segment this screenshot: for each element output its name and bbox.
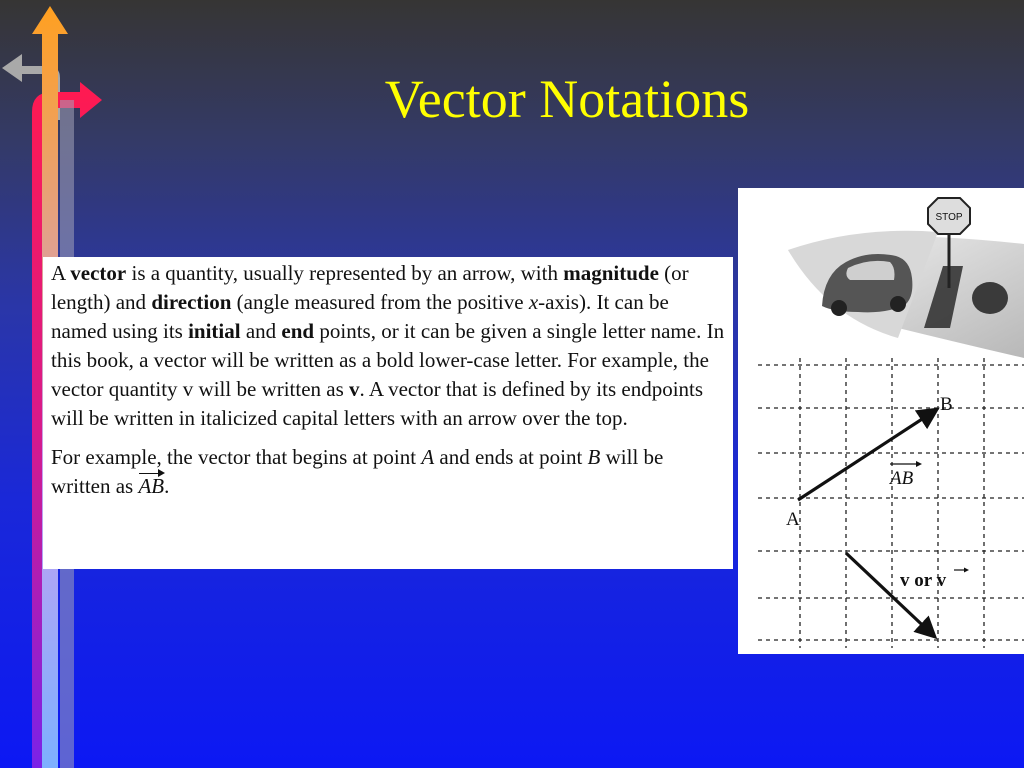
svg-text:v or v: v or v [900,570,947,591]
definition-paragraph: A vector is a quantity, usually represented by an arrow, with magnitude (or length) and direction (angle measured from the positive x-axis). It can be named using its initial and end points, or it can be given a single letter name. In this book, a vector will be written as a bold lower-case letter. For example, the vector quantity v will be written as v. A vector that is defined by its endpoints will be written in italicized capital letters with an arrow over the top. [51,261,725,430]
term-direction: direction [151,290,232,314]
vector-v-label [900,568,969,592]
point-b-label: B [940,394,953,415]
svg-text:STOP: STOP [935,212,963,223]
dashed-grid [758,358,1024,648]
example-paragraph: For example, the vector that begins at point A and ends at point B will be written as AB. [51,443,725,501]
vector-v-arrow [846,553,934,636]
vector-definition-text [43,257,733,569]
svg-text:AB: AB [890,468,914,489]
vector-ab-notation: AB [138,472,164,501]
vector-ab-arrow [798,410,936,500]
vector-figure-svg [738,188,1024,654]
vector-ab-label [888,461,922,489]
slide-title: Vector Notations [384,69,750,129]
term-end: end [281,319,315,343]
term-v: v [349,377,360,401]
point-a-label: A [786,509,800,530]
term-initial: initial [188,319,241,343]
term-magnitude: magnitude [563,261,659,285]
term-vector: vector [70,261,127,285]
car-road-illustration [788,198,1024,358]
vector-figure [738,188,1024,654]
